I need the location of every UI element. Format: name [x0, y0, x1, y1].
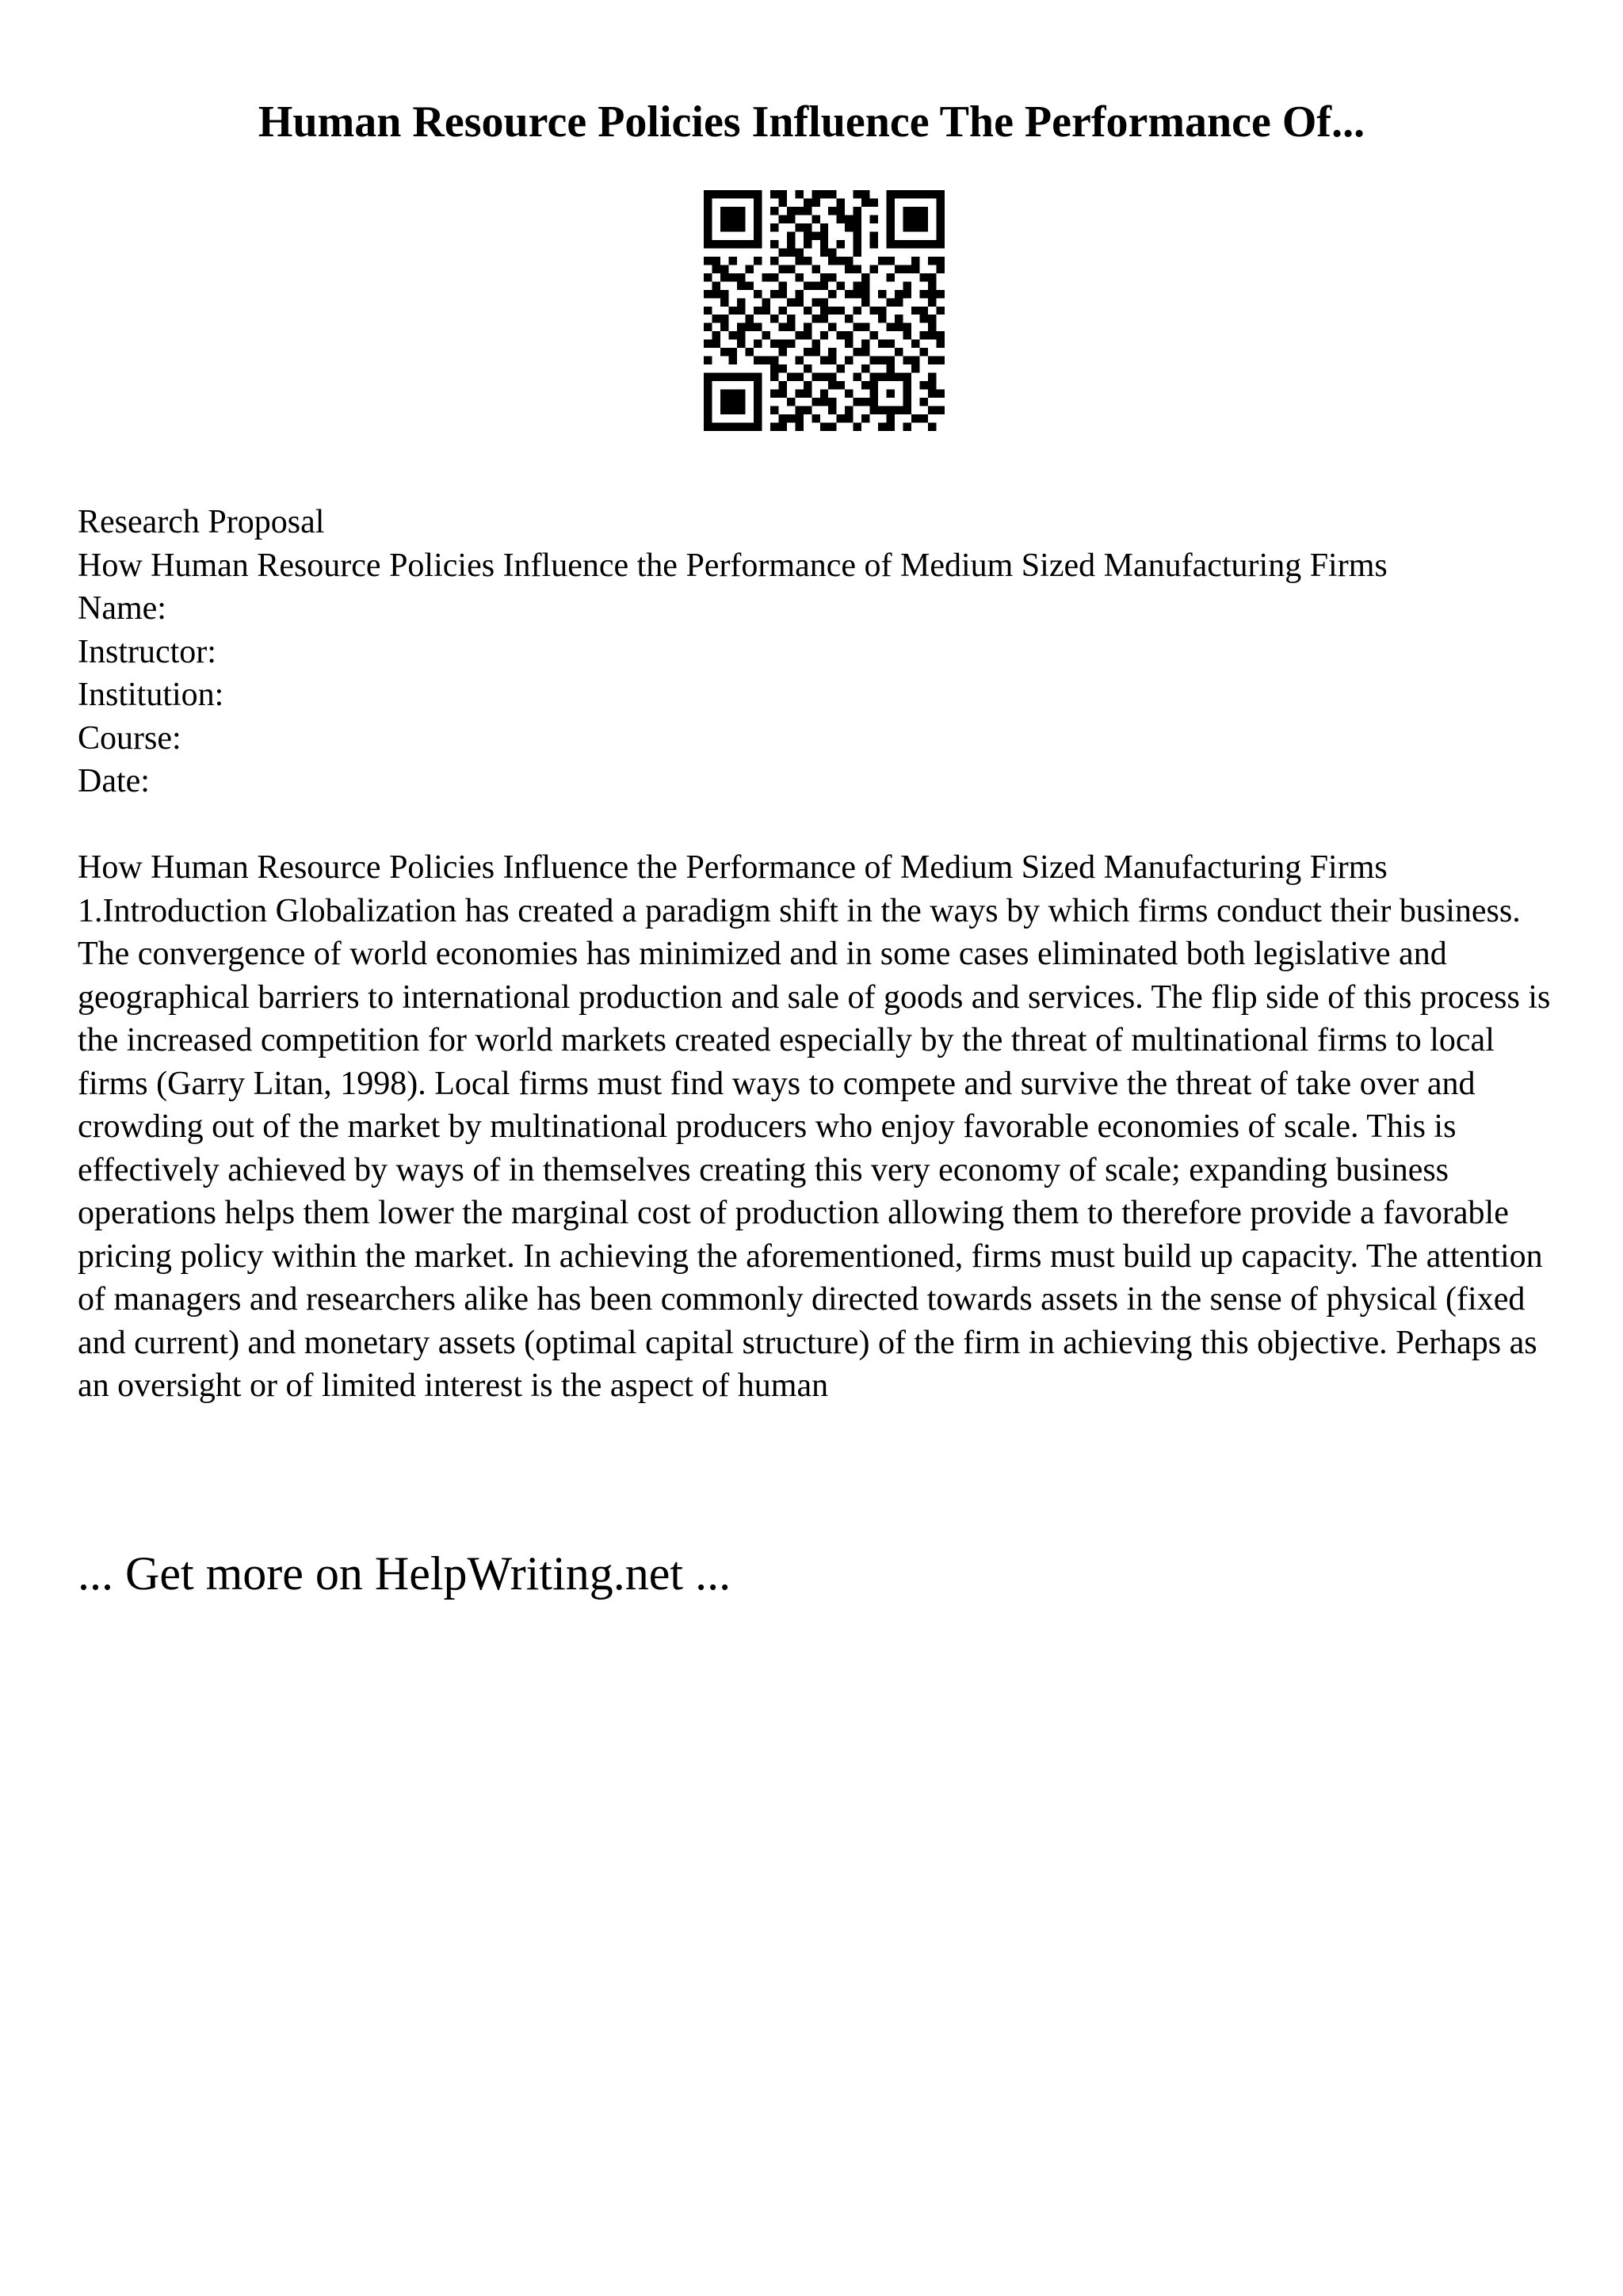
institution-field-label: Institution:: [78, 677, 224, 713]
proposal-title: How Human Resource Policies Influence the Performance of Medium Sized Manufacturing Firms: [78, 547, 1388, 584]
name-field-label: Name:: [78, 590, 166, 627]
document-type-label: Research Proposal: [78, 504, 325, 540]
document-header-block: [78, 501, 1568, 803]
get-more-link[interactable]: ... Get more on HelpWriting.net ...: [78, 1547, 731, 1600]
instructor-field-label: Instructor:: [78, 633, 216, 670]
course-field-label: Course:: [78, 719, 181, 757]
document-title: Human Resource Policies Influence The Performance Of...: [258, 97, 1365, 147]
qr-code-icon: [704, 190, 945, 431]
document-body-paragraph: How Human Resource Policies Influence the Performance of Medium Sized Manufacturing Firms 1.Introduction Globalization has created a paradigm shift in the ways by which firms conduct their business. The convergence of world economies has minimized and in some cases eliminated both legislative and geographical barriers to international production and sale of goods and services. The flip side of this process is the increased competition for world markets created especially by the threat of multinational firms to local firms (Garry Litan, 1998). Local firms must find ways to compete and survive the threat of take over and crowding out of the market by multinational producers who enjoy favorable economies of scale. This is effectively achieved by ways of in themselves creating this very economy of scale; expanding business operations helps them lower the marginal cost of production allowing them to therefore provide a favorable pricing policy within the market. In achieving the aforementioned, firms must build up capacity. The attention of managers and researchers alike has been commonly directed towards assets in the sense of physical (fixed and current) and monetary assets (optimal capital structure) of the firm in achieving this objective. Perhaps as an oversight or of limited interest is the aspect of human: [78, 849, 1551, 1404]
date-field-label: Date:: [78, 763, 150, 799]
